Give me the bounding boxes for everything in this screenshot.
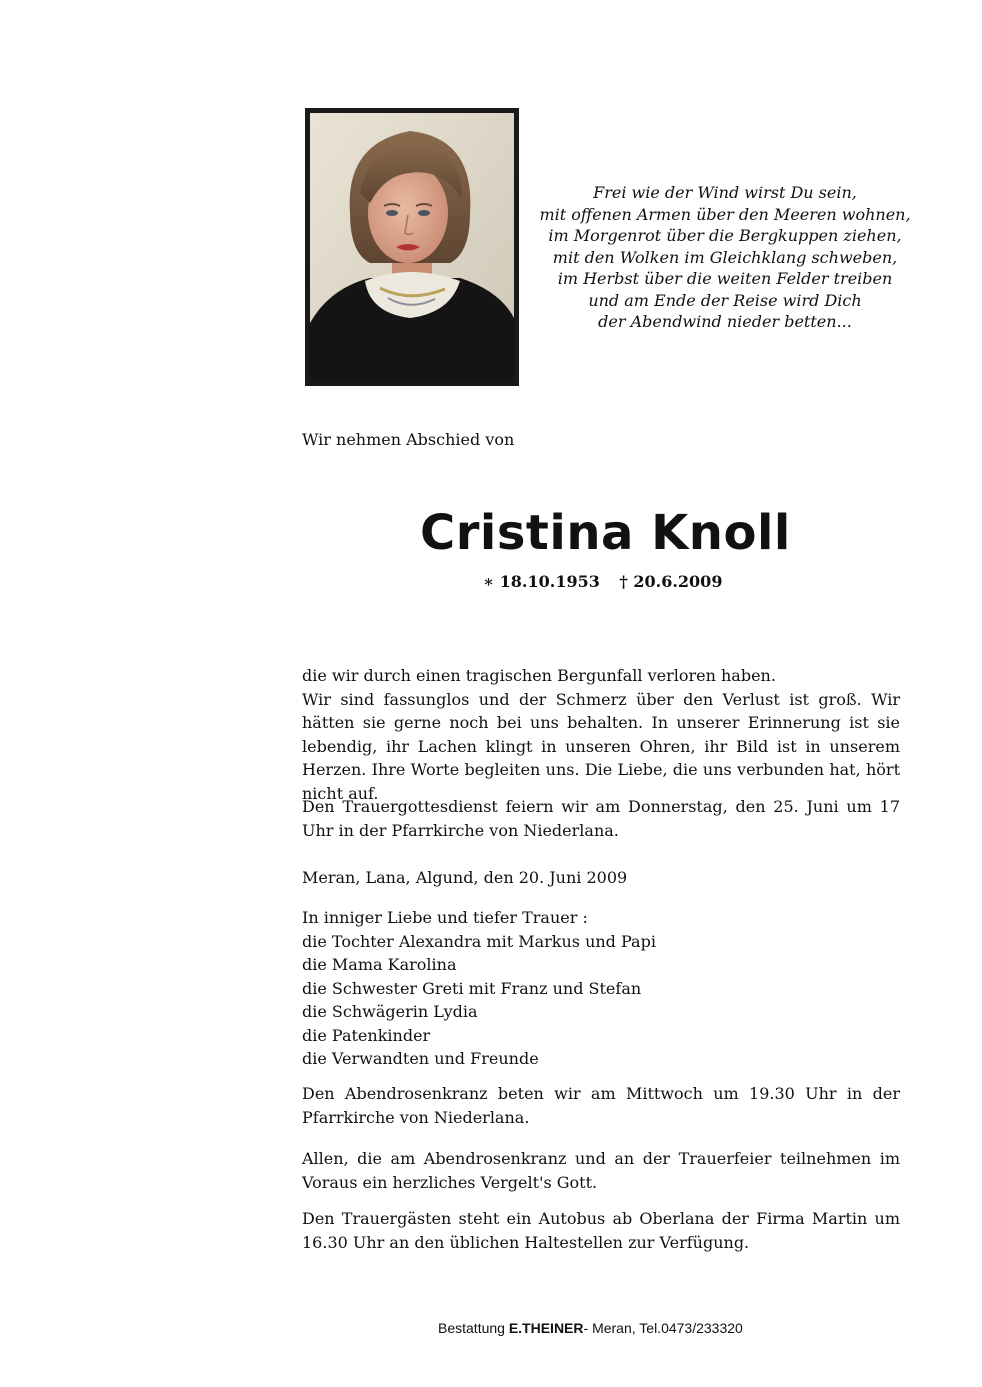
poem-line: Frei wie der Wind wirst Du sein, [593,183,857,202]
footer-suffix: - Meran, Tel.0473/233320 [583,1320,743,1336]
place-date: Meran, Lana, Algund, den 20. Juni 2009 [302,868,628,887]
poem-line: im Morgenrot über die Bergkuppen ziehen, [548,226,902,245]
mourners-heading: In inniger Liebe und tiefer Trauer : [302,908,588,927]
mourners-list [302,906,900,1071]
poem [535,182,915,333]
intro-text: Wir nehmen Abschied von [302,430,515,449]
poem-line: im Herbst über die weiten Felder treiben [557,269,893,288]
footer-prefix: Bestattung [438,1320,509,1336]
poem-line: mit den Wolken im Gleichklang schweben, [552,247,898,267]
paragraph-thanks: Allen, die am Abendrosenkranz und an der Trauerfeier teilnehmen im Voraus ein herzliches Vergelt's Gott. [302,1149,900,1192]
portrait-image [310,113,514,381]
life-dates [483,572,722,591]
paragraph-loss [302,664,900,805]
paragraph-service: Den Trauergottesdienst feiern wir am Donnerstag, den 25. Juni um 17 Uhr in der Pfarrkirche von Niederlana. [302,797,900,840]
mourner-line: die Schwester Greti mit Franz und Stefan [302,978,642,998]
death-symbol: † [619,572,628,591]
paragraph-bus: Den Trauergästen steht ein Autobus ab Oberlana der Firma Martin um 16.30 Uhr an den üblichen Haltestellen zur Verfügung. [302,1209,900,1252]
mourner-line: die Tochter Alexandra mit Markus und Papi [302,931,656,951]
death-date: 20.6.2009 [633,572,723,591]
mourner-line: die Mama Karolina [302,955,457,974]
mourner-line: die Verwandten und Freunde [302,1049,539,1068]
mourner-line: die Schwägerin Lydia [302,1002,478,1021]
mourner-line: die Patenkinder [302,1025,431,1045]
birth-symbol: ∗ [483,572,495,591]
portrait-photo [305,108,519,386]
funeral-home-footer [438,1320,743,1336]
birth-date: 18.10.1953 [499,572,600,591]
footer-company: E.THEINER [508,1320,584,1336]
paragraph-loss-first-line: die wir durch einen tragischen Bergunfall verloren haben. [302,666,776,685]
paragraph-loss-body: Wir sind fassunglos und der Schmerz über den Verlust ist groß. Wir hätten sie gerne noch bei uns behalten. In unserer Erinnerung ist sie lebendig, ihr Lachen klingt in unseren Ohren, ihr Bild ist in unserem Herzen. Ihre Worte begleiten uns. Die Liebe, die uns verbunden hat, hört nicht auf. [302,689,900,803]
poem-line: der Abendwind nieder betten... [598,312,852,331]
paragraph-rosary: Den Abendrosenkranz beten wir am Mittwoch um 19.30 Uhr in der Pfarrkirche von Niederlana. [302,1084,900,1127]
poem-line: und am Ende der Reise wird Dich [588,290,862,310]
deceased-name: Cristina Knoll [420,505,791,561]
poem-line: mit offenen Armen über den Meeren wohnen, [539,204,911,224]
